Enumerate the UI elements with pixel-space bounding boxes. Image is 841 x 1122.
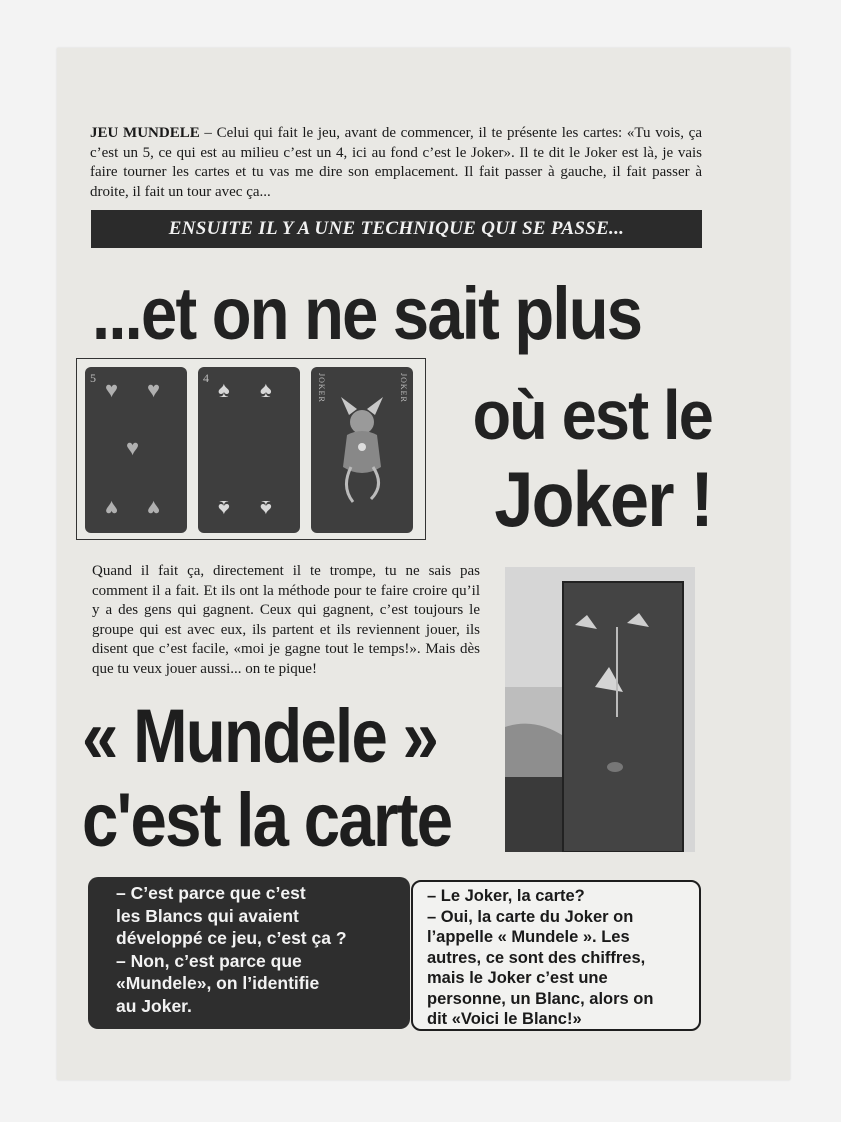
heart-icon: ♥ — [105, 377, 119, 402]
headline-line-2: où est le — [472, 376, 712, 454]
card-rank: 4 — [203, 371, 209, 385]
spade-icon: ♠ — [260, 496, 272, 521]
playing-cards-photo — [76, 358, 426, 540]
quote-line: – Oui, la carte du Joker on — [427, 907, 634, 926]
quote-line: «Mundele», on l’identifie — [116, 973, 320, 993]
heart-icon: ♥ — [126, 435, 140, 460]
quote-line: – Le Joker, la carte? — [427, 887, 585, 905]
heart-icon: ♥ — [147, 377, 161, 402]
headline-mundele-line-2: c'est la carte — [82, 778, 452, 863]
headline-line-3: Joker ! — [494, 455, 712, 543]
card-five-hearts — [85, 367, 187, 533]
spade-icon: ♠ — [260, 377, 272, 402]
quote-line: personne, un Blanc, alors on — [427, 989, 654, 1008]
quote-line: les Blancs qui avaient — [116, 905, 299, 926]
card-rank: JOKER — [317, 373, 326, 403]
quote-line: mais le Joker c’est une — [427, 969, 608, 987]
quote-line: au Joker. — [116, 995, 192, 1016]
intro-text: – Celui qui fait le jeu, avant de commencer, il te présente les cartes: «Tu vois, ça c’est un 5, ce qui est au milieu c’est un 4, ici au fond c’est le Joker». Il te dit le Joker est là, je vais faire tourner les cartes et tu vas me dire son emplacement. Il fait passer à gauche, il fait passer à droite, il fait un tour avec ça... — [90, 125, 703, 200]
headline-mundele-line-1: « Mundele » — [82, 694, 438, 779]
quote-line: l’appelle « Mundele ». Les — [427, 928, 630, 946]
quote-box-dark — [88, 877, 410, 1029]
jester-icon — [311, 367, 413, 533]
spade-icon: ♠ — [218, 377, 230, 402]
section-band: ENSUITE IL Y A UNE TECHNIQUE QUI SE PASSE... — [91, 210, 702, 248]
body-paragraph: Quand il fait ça, directement il te trompe, tu ne sais pas comment il a fait. Et ils ont la méthode pour te faire croire qu’il y a des gens qui gagnent. Ceux qui gagnent, c’est toujours le groupe qui est avec eux, ils partent et ils reviennent jouer, ils disent que c’est facile, «moi je gagne tout le temps!». Mais dès que tu veux jouer aussi... on te pique! — [92, 563, 480, 677]
photo-image — [505, 567, 695, 852]
headline-mundele — [82, 695, 452, 863]
headline-right — [460, 375, 712, 543]
quote-line: autres, ce sont des chiffres, — [427, 948, 646, 967]
card-four-spades — [198, 367, 300, 533]
intro-lead: JEU MUNDELE — [90, 125, 200, 141]
photo-card-table — [505, 567, 695, 852]
quote-line: – C’est parce que c’est — [116, 883, 306, 903]
quote-line: dit «Voici le Blanc!» — [427, 1010, 582, 1028]
card-joker — [311, 367, 413, 533]
headline-line-1: ...et on ne sait plus — [92, 272, 642, 355]
card-rank-right: JOKER — [399, 373, 408, 403]
spade-icon: ♠ — [218, 496, 230, 521]
intro-paragraph — [90, 124, 702, 202]
quote-line: développé ce jeu, c’est ça ? — [116, 928, 347, 948]
heart-icon: ♥ — [147, 496, 161, 521]
card-rank: 5 — [90, 371, 96, 385]
quote-box-light — [411, 880, 701, 1031]
heart-icon: ♥ — [105, 496, 119, 521]
quote-line: – Non, c’est parce que — [116, 950, 302, 971]
